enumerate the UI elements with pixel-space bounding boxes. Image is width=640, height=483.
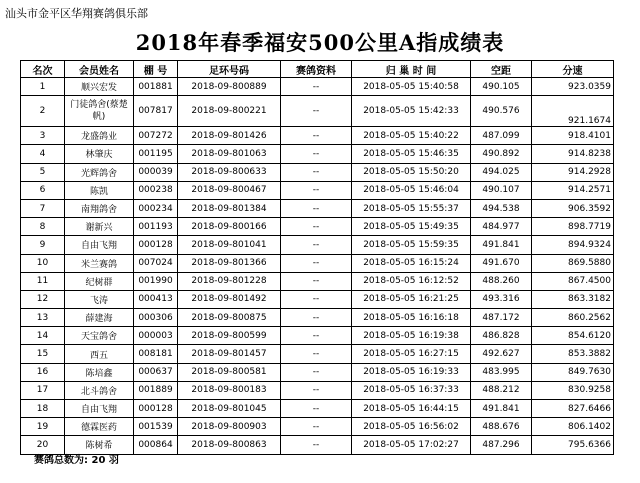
cell-speed: 921.1674 — [532, 96, 614, 127]
cell-name: 天宝鸽舍 — [65, 327, 134, 345]
cell-info: -- — [281, 309, 352, 327]
cell-info: -- — [281, 96, 352, 127]
cell-speed: 869.5880 — [532, 254, 614, 272]
club-name: 汕头市金平区华翔赛鸽俱乐部 — [5, 7, 148, 20]
cell-name: 光辉鸽舍 — [65, 163, 134, 181]
cell-loft: 000039 — [134, 163, 178, 181]
cell-ring: 2018-09-801366 — [178, 254, 281, 272]
cell-info: -- — [281, 236, 352, 254]
cell-rank: 14 — [21, 327, 65, 345]
cell-loft: 000413 — [134, 290, 178, 308]
cell-info: -- — [281, 327, 352, 345]
cell-name: 薛建海 — [65, 309, 134, 327]
cell-speed: 918.4101 — [532, 127, 614, 145]
cell-name: 顺兴宏发 — [65, 78, 134, 96]
cell-ring: 2018-09-800183 — [178, 381, 281, 399]
cell-time: 2018-05-05 16:15:24 — [352, 254, 471, 272]
table-body — [21, 78, 614, 455]
cell-rank: 11 — [21, 272, 65, 290]
cell-speed: 906.3592 — [532, 199, 614, 217]
cell-rank: 15 — [21, 345, 65, 363]
cell-info: -- — [281, 254, 352, 272]
cell-name: 自由飞翔 — [65, 400, 134, 418]
cell-info: -- — [281, 400, 352, 418]
cell-info: -- — [281, 181, 352, 199]
cell-name: 德霖医药 — [65, 418, 134, 436]
table-row — [21, 78, 614, 96]
cell-speed: 830.9258 — [532, 381, 614, 399]
cell-info: -- — [281, 436, 352, 454]
cell-time: 2018-05-05 16:12:52 — [352, 272, 471, 290]
table-row — [21, 290, 614, 308]
cell-rank: 3 — [21, 127, 65, 145]
cell-rank: 10 — [21, 254, 65, 272]
cell-name: 林肇庆 — [65, 145, 134, 163]
table-row — [21, 327, 614, 345]
page-title: 2018年春季福安500公里A指成绩表 — [135, 30, 505, 55]
column-header-speed: 分速 — [532, 61, 614, 78]
cell-name: 西五 — [65, 345, 134, 363]
table-row — [21, 96, 614, 127]
cell-info: -- — [281, 199, 352, 217]
cell-ring: 2018-09-801045 — [178, 400, 281, 418]
cell-time: 2018-05-05 15:59:35 — [352, 236, 471, 254]
cell-rank: 18 — [21, 400, 65, 418]
table-row — [21, 309, 614, 327]
cell-time: 2018-05-05 17:02:27 — [352, 436, 471, 454]
cell-time: 2018-05-05 16:21:25 — [352, 290, 471, 308]
column-header-info: 赛鸽资料 — [281, 61, 352, 78]
cell-loft: 007024 — [134, 254, 178, 272]
cell-info: -- — [281, 272, 352, 290]
cell-ring: 2018-09-800581 — [178, 363, 281, 381]
cell-loft: 000306 — [134, 309, 178, 327]
results-table — [20, 60, 614, 455]
cell-rank: 13 — [21, 309, 65, 327]
cell-loft: 000003 — [134, 327, 178, 345]
cell-distance: 493.316 — [471, 290, 532, 308]
cell-rank: 16 — [21, 363, 65, 381]
cell-ring: 2018-09-800166 — [178, 218, 281, 236]
cell-speed: 849.7630 — [532, 363, 614, 381]
cell-time: 2018-05-05 16:27:15 — [352, 345, 471, 363]
cell-time: 2018-05-05 16:44:15 — [352, 400, 471, 418]
cell-name: 门徒鸽舍(蔡楚帆) — [65, 96, 134, 127]
cell-loft: 001193 — [134, 218, 178, 236]
cell-ring: 2018-09-801228 — [178, 272, 281, 290]
cell-loft: 000128 — [134, 400, 178, 418]
table-row — [21, 163, 614, 181]
cell-time: 2018-05-05 15:49:35 — [352, 218, 471, 236]
cell-speed: 894.9324 — [532, 236, 614, 254]
table-row — [21, 236, 614, 254]
cell-name: 南翔鸽舍 — [65, 199, 134, 217]
cell-time: 2018-05-05 15:46:35 — [352, 145, 471, 163]
cell-name: 龙盛鸽业 — [65, 127, 134, 145]
cell-ring: 2018-09-800599 — [178, 327, 281, 345]
cell-ring: 2018-09-801492 — [178, 290, 281, 308]
cell-info: -- — [281, 290, 352, 308]
cell-distance: 492.627 — [471, 345, 532, 363]
table-row — [21, 418, 614, 436]
cell-distance: 488.212 — [471, 381, 532, 399]
cell-info: -- — [281, 145, 352, 163]
column-header-time: 归 巢 时 间 — [352, 61, 471, 78]
cell-info: -- — [281, 127, 352, 145]
cell-distance: 490.576 — [471, 96, 532, 127]
cell-loft: 000234 — [134, 199, 178, 217]
cell-speed: 867.4500 — [532, 272, 614, 290]
cell-distance: 484.977 — [471, 218, 532, 236]
cell-time: 2018-05-05 16:19:33 — [352, 363, 471, 381]
cell-loft: 007817 — [134, 96, 178, 127]
cell-info: -- — [281, 218, 352, 236]
cell-distance: 491.841 — [471, 400, 532, 418]
cell-rank: 12 — [21, 290, 65, 308]
cell-speed: 898.7719 — [532, 218, 614, 236]
cell-name: 陈凯 — [65, 181, 134, 199]
cell-loft: 001195 — [134, 145, 178, 163]
cell-rank: 8 — [21, 218, 65, 236]
cell-rank: 2 — [21, 96, 65, 127]
column-header-loft: 棚 号 — [134, 61, 178, 78]
cell-speed: 914.2571 — [532, 181, 614, 199]
table-row — [21, 363, 614, 381]
cell-name: 谢新兴 — [65, 218, 134, 236]
table-row — [21, 218, 614, 236]
cell-speed: 795.6366 — [532, 436, 614, 454]
cell-time: 2018-05-05 15:40:22 — [352, 127, 471, 145]
cell-rank: 9 — [21, 236, 65, 254]
cell-name: 陈培鑫 — [65, 363, 134, 381]
cell-loft: 007272 — [134, 127, 178, 145]
cell-distance: 491.670 — [471, 254, 532, 272]
cell-distance: 486.828 — [471, 327, 532, 345]
cell-loft: 000238 — [134, 181, 178, 199]
cell-speed: 914.8238 — [532, 145, 614, 163]
cell-name: 纪树群 — [65, 272, 134, 290]
cell-info: -- — [281, 418, 352, 436]
cell-distance: 490.107 — [471, 181, 532, 199]
cell-distance: 491.841 — [471, 236, 532, 254]
cell-distance: 488.676 — [471, 418, 532, 436]
cell-ring: 2018-09-801457 — [178, 345, 281, 363]
cell-name: 北斗鸽舍 — [65, 381, 134, 399]
cell-ring: 2018-09-800633 — [178, 163, 281, 181]
table-row — [21, 254, 614, 272]
cell-loft: 000637 — [134, 363, 178, 381]
cell-speed: 863.3182 — [532, 290, 614, 308]
table-row — [21, 272, 614, 290]
cell-ring: 2018-09-800467 — [178, 181, 281, 199]
cell-ring: 2018-09-800875 — [178, 309, 281, 327]
cell-speed: 854.6120 — [532, 327, 614, 345]
cell-time: 2018-05-05 15:55:37 — [352, 199, 471, 217]
cell-speed: 806.1402 — [532, 418, 614, 436]
column-header-rank: 名次 — [21, 61, 65, 78]
cell-loft: 000128 — [134, 236, 178, 254]
cell-rank: 5 — [21, 163, 65, 181]
total-count: 赛鸽总数为: 20 羽 — [34, 455, 119, 466]
cell-speed: 860.2562 — [532, 309, 614, 327]
table-row — [21, 345, 614, 363]
cell-loft: 001889 — [134, 381, 178, 399]
cell-rank: 6 — [21, 181, 65, 199]
cell-ring: 2018-09-801041 — [178, 236, 281, 254]
cell-rank: 17 — [21, 381, 65, 399]
cell-name: 飞涛 — [65, 290, 134, 308]
cell-loft: 001539 — [134, 418, 178, 436]
cell-time: 2018-05-05 15:42:33 — [352, 96, 471, 127]
cell-speed: 853.3882 — [532, 345, 614, 363]
table-header-row — [21, 61, 614, 78]
cell-loft: 001990 — [134, 272, 178, 290]
cell-rank: 20 — [21, 436, 65, 454]
table-row — [21, 127, 614, 145]
table-row — [21, 145, 614, 163]
cell-info: -- — [281, 78, 352, 96]
cell-speed: 914.2928 — [532, 163, 614, 181]
cell-speed: 923.0359 — [532, 78, 614, 96]
cell-distance: 490.892 — [471, 145, 532, 163]
cell-name: 自由飞翔 — [65, 236, 134, 254]
cell-info: -- — [281, 345, 352, 363]
cell-time: 2018-05-05 15:40:58 — [352, 78, 471, 96]
column-header-distance: 空距 — [471, 61, 532, 78]
cell-ring: 2018-09-800889 — [178, 78, 281, 96]
cell-rank: 19 — [21, 418, 65, 436]
cell-distance: 487.296 — [471, 436, 532, 454]
cell-distance: 483.995 — [471, 363, 532, 381]
cell-speed: 827.6466 — [532, 400, 614, 418]
cell-loft: 008181 — [134, 345, 178, 363]
cell-time: 2018-05-05 15:46:04 — [352, 181, 471, 199]
cell-distance: 487.172 — [471, 309, 532, 327]
cell-distance: 490.105 — [471, 78, 532, 96]
table-row — [21, 400, 614, 418]
cell-ring: 2018-09-801063 — [178, 145, 281, 163]
cell-time: 2018-05-05 16:56:02 — [352, 418, 471, 436]
cell-rank: 1 — [21, 78, 65, 96]
cell-ring: 2018-09-801426 — [178, 127, 281, 145]
cell-distance: 488.260 — [471, 272, 532, 290]
column-header-ring: 足环号码 — [178, 61, 281, 78]
table-row — [21, 199, 614, 217]
cell-rank: 4 — [21, 145, 65, 163]
cell-time: 2018-05-05 16:37:33 — [352, 381, 471, 399]
cell-name: 米兰赛鸽 — [65, 254, 134, 272]
cell-loft: 001881 — [134, 78, 178, 96]
cell-loft: 000864 — [134, 436, 178, 454]
cell-distance: 494.538 — [471, 199, 532, 217]
cell-info: -- — [281, 381, 352, 399]
cell-name: 陈树希 — [65, 436, 134, 454]
cell-ring: 2018-09-800863 — [178, 436, 281, 454]
cell-time: 2018-05-05 16:19:38 — [352, 327, 471, 345]
cell-ring: 2018-09-801384 — [178, 199, 281, 217]
cell-distance: 487.099 — [471, 127, 532, 145]
cell-rank: 7 — [21, 199, 65, 217]
cell-info: -- — [281, 363, 352, 381]
cell-time: 2018-05-05 16:16:18 — [352, 309, 471, 327]
column-header-name: 会员姓名 — [65, 61, 134, 78]
cell-distance: 494.025 — [471, 163, 532, 181]
cell-ring: 2018-09-800221 — [178, 96, 281, 127]
table-row — [21, 181, 614, 199]
table-row — [21, 381, 614, 399]
cell-info: -- — [281, 163, 352, 181]
cell-ring: 2018-09-800903 — [178, 418, 281, 436]
cell-time: 2018-05-05 15:50:20 — [352, 163, 471, 181]
